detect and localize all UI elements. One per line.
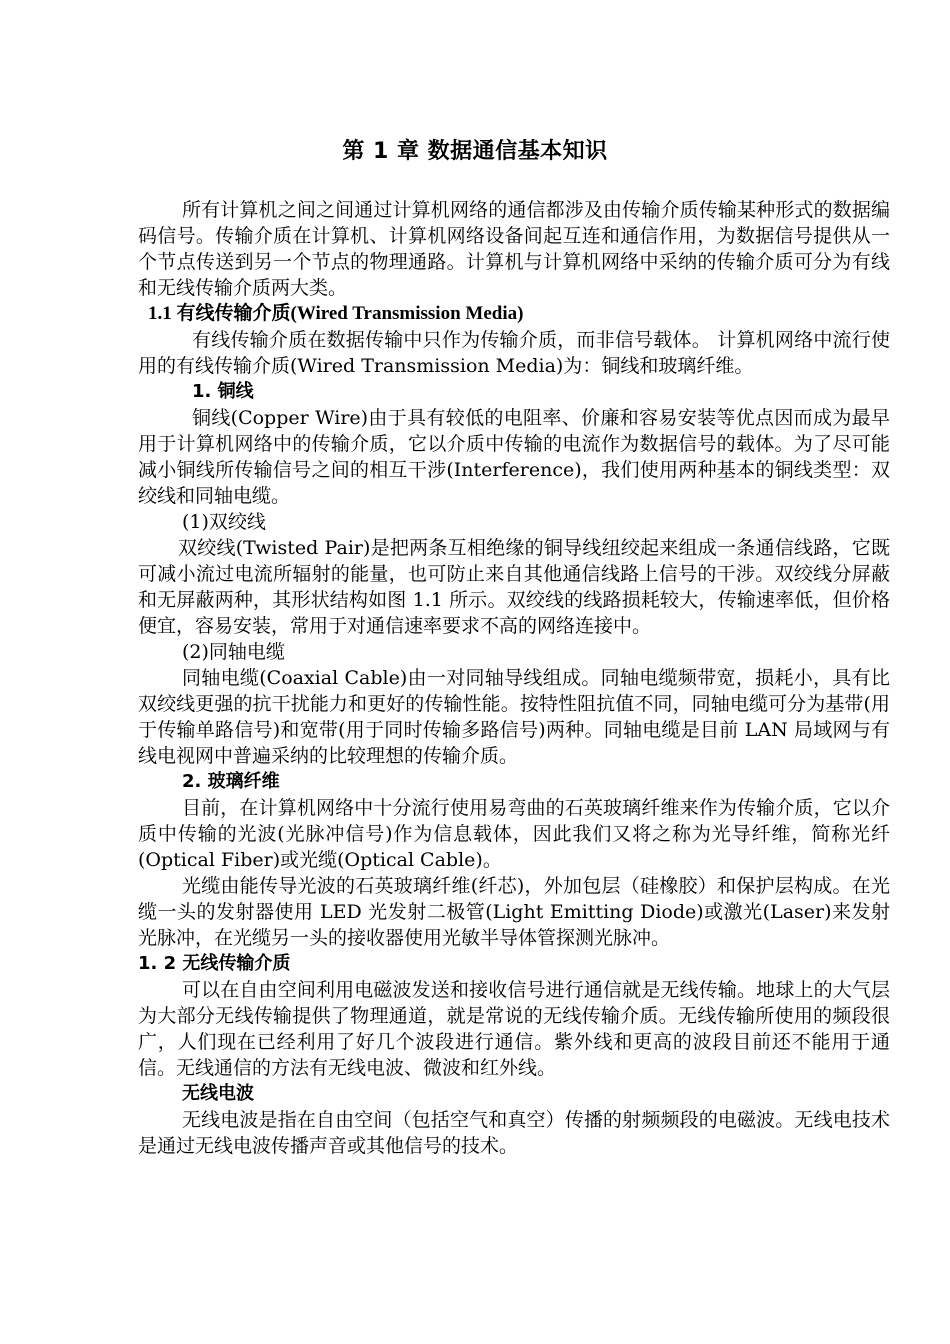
section-1-1-heading: 1.1 有线传输介质(Wired Transmission Media) — [148, 303, 524, 324]
fiber-paragraph-2: 光缆由能传导光波的石英玻璃纤维(纤芯)，外加包层（硅橡胶）和保护层构成。在光缆一头的发射器使用 LED 光发射二极管(Light Emitting Diode)或激光(Laser)来发射光脉冲，在光缆另一头的接收器使用光敏半导体管探测光脉冲。 — [138, 875, 890, 949]
coax-paragraph: 同轴电缆(Coaxial Cable)由一对同轴导线组成。同轴电缆频带宽，损耗小，具有比双绞线更强的抗干扰能力和更好的传输性能。按特性阻抗值不同，同轴电缆可分为基带(用于传输单路信号)和宽带(用于同时传输多路信号)两种。同轴电缆是目前 LAN 局域网与有线电视网中普遍采纳的比较理想的传输介质。 — [138, 667, 890, 767]
intro-paragraph: 所有计算机之间之间通过计算机网络的通信都涉及由传输介质传输某种形式的数据编码信号。传输介质在计算机、计算机网络设备间起互连和通信作用，为数据信号提供从一个节点传送到另一个节点的物理通路。计算机与计算机网络中采纳的传输介质可分为有线和无线传输介质两大类。 — [138, 199, 890, 299]
twisted-pair-heading: (1)双绞线 — [182, 511, 266, 533]
coax-heading: (2)同轴电缆 — [182, 641, 285, 663]
chapter-title: 第 1 章 数据通信基本知识 — [342, 139, 608, 164]
copper-paragraph: 铜线(Copper Wire)由于具有较低的电阻率、价廉和容易安装等优点因而成为最早用于计算机网络中的传输介质，它以介质中传输的电流作为数据信号的载体。为了尽可能减小铜线所传输信号之间的相互干涉(Interference)，我们使用两种基本的铜线类型：双绞线和同轴电缆。 — [138, 407, 890, 507]
section-1-2-paragraph: 可以在自由空间利用电磁波发送和接收信号进行通信就是无线传输。地球上的大气层为大部分无线传输提供了物理通道，就是常说的无线传输介质。无线传输所使用的频段很广，人们现在已经利用了好几个波段进行通信。紫外线和更高的波段目前还不能用于通信。无线通信的方法有无线电波、微波和红外线。 — [138, 979, 890, 1079]
radio-heading: 无线电波 — [182, 1083, 254, 1104]
twisted-pair-paragraph: 双绞线(Twisted Pair)是把两条互相绝缘的铜导线纽绞起来组成一条通信线路，它既可减小流过电流所辐射的能量，也可防止来自其他通信线路上信号的干涉。双绞线分屏蔽和无屏蔽两种，其形状结构如图 1.1 所示。双绞线的线路损耗较大，传输速率低，但价格便宜，容易安装，常用于对通信速率要求不高的网络连接中。 — [138, 537, 890, 637]
fiber-paragraph-1: 目前，在计算机网络中十分流行使用易弯曲的石英玻璃纤维来作为传输介质，它以介质中传输的光波(光脉冲信号)作为信息载体，因此我们又将之称为光导纤维，简称光纤(Optical Fiber)或光缆(Optical Cable)。 — [138, 797, 890, 871]
section-1-2-heading: 1. 2 无线传输介质 — [138, 953, 291, 974]
copper-heading: 1. 铜线 — [192, 381, 254, 402]
radio-paragraph: 无线电波是指在自由空间（包括空气和真空）传播的射频频段的电磁波。无线电技术是通过无线电波传播声音或其他信号的技术。 — [138, 1109, 890, 1157]
fiber-heading: 2. 玻璃纤维 — [182, 771, 280, 792]
document-body — [138, 197, 890, 1159]
section-1-1-paragraph: 有线传输介质在数据传输中只作为传输介质，而非信号载体。 计算机网络中流行使用的有线传输介质(Wired Transmission Media)为：铜线和玻璃纤维。 — [138, 329, 890, 377]
